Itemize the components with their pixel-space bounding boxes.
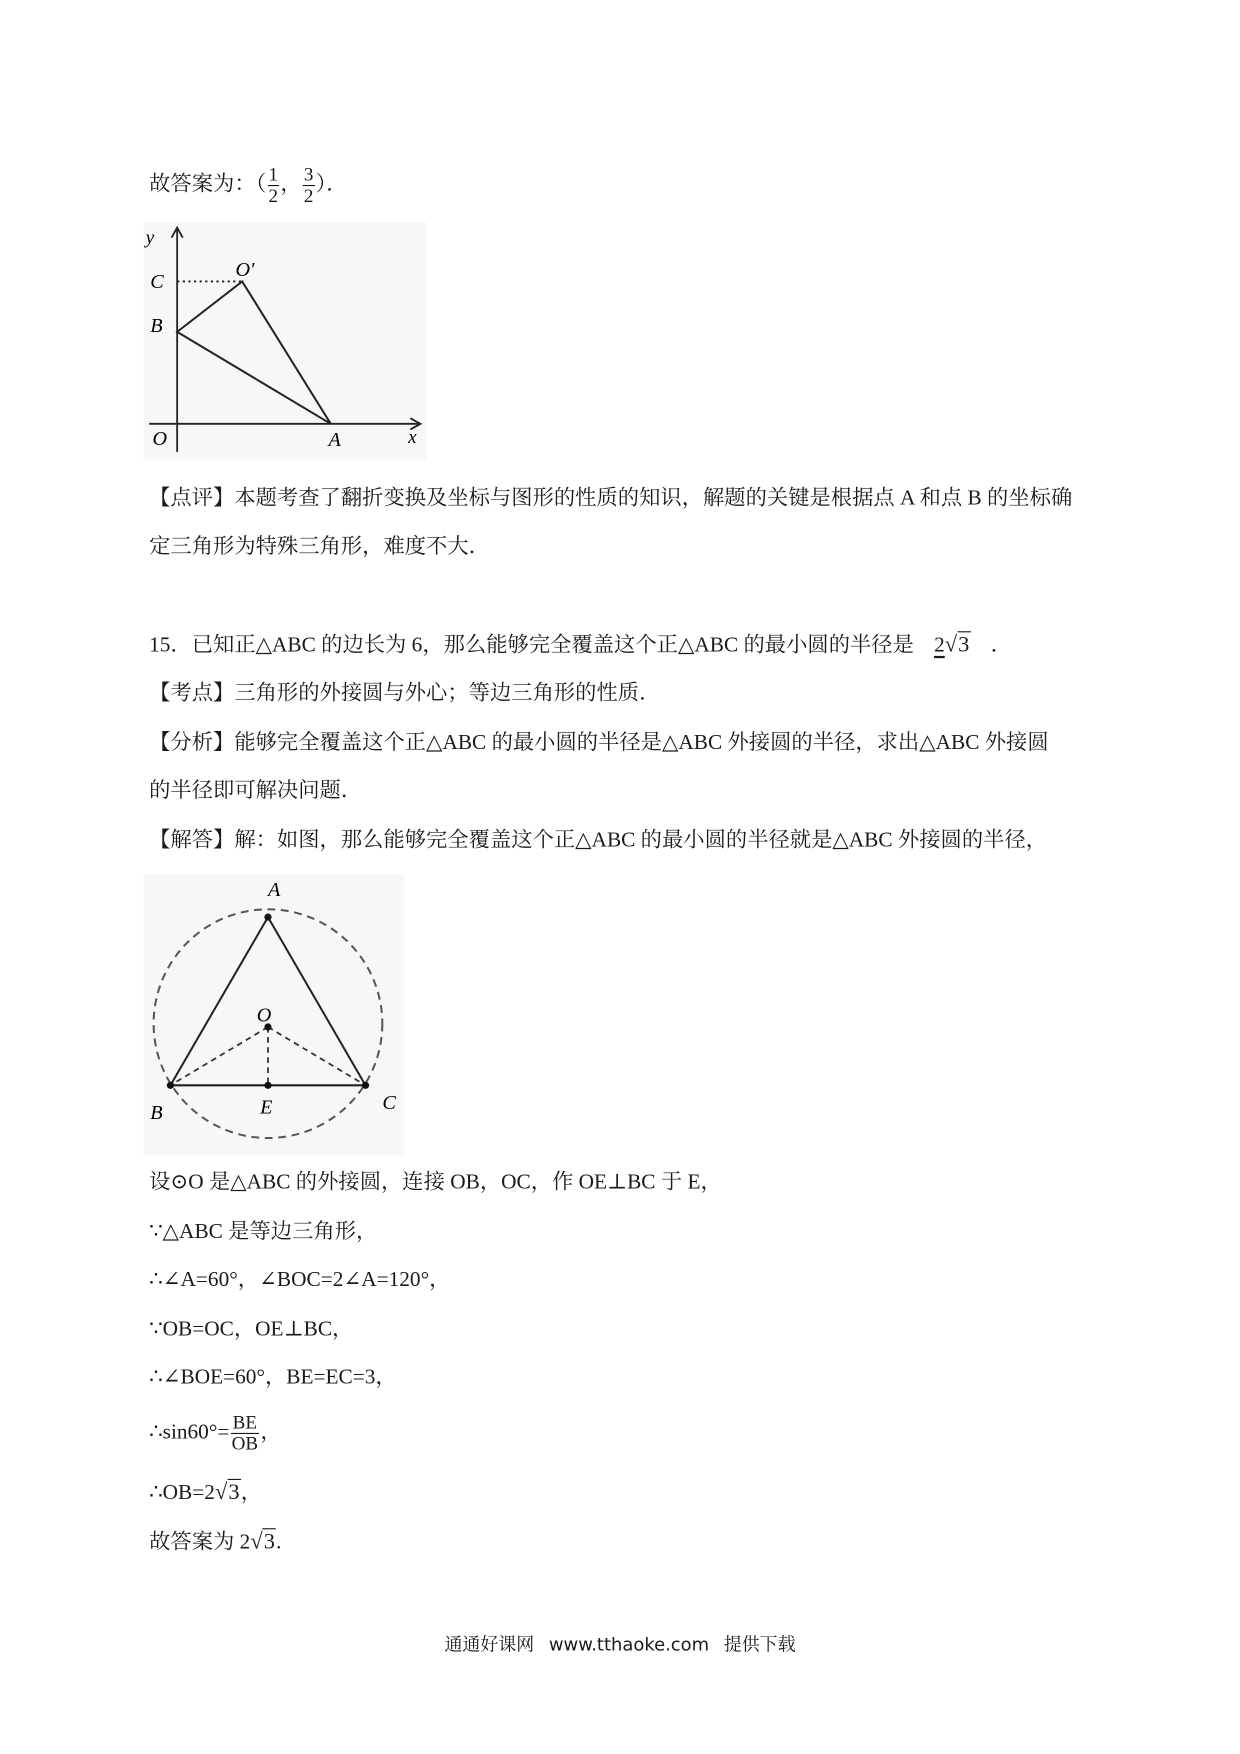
label-B: B: [150, 1101, 163, 1124]
solution-step-3: ∴∠A=60°，∠BOC=2∠A=120°，: [149, 1268, 451, 1292]
solution-step-8: 故答案为 2√3.: [149, 1527, 281, 1557]
label-C: C: [150, 271, 164, 294]
label-C: C: [382, 1091, 396, 1114]
fenxi-line-1: 【分析】能够完全覆盖这个正△ABC 的最小圆的半径是△ABC 外接圆的半径，求出△ABC 外接圆: [149, 731, 1049, 755]
question-15-stem: 15．已知正△ABC 的边长为 6，那么能够完全覆盖这个正△ABC 的最小圆的半径是 2√3 ．: [149, 630, 1012, 660]
label-O-prime: O′: [235, 258, 255, 281]
fenxi-line-2: 的半径即可解决问题．: [149, 779, 363, 803]
comment-line-1: 【点评】本题考查了翻折变换及坐标与图形的性质的知识，解题的关键是根据点 A 和点 B 的坐标确: [149, 486, 1073, 511]
point-E: [264, 1082, 271, 1089]
fraction-1-2: $\frac{1}{2}$: [268, 163, 279, 207]
label-O: O: [152, 428, 168, 451]
circumcircle-figure: [144, 875, 404, 1155]
label-A: A: [267, 878, 281, 901]
solution-step-2: ∵△ABC 是等边三角形，: [149, 1219, 378, 1244]
solution-step-6: ∴sin60°= $\frac{BE}{OB}$ ，: [149, 1411, 282, 1455]
footer-site-name: 通通好课网: [444, 1633, 535, 1655]
point-C: [362, 1082, 369, 1089]
footer-url[interactable]: www.tthaoke.com: [548, 1633, 710, 1655]
footer-action: 提供下载: [723, 1633, 796, 1655]
solution-step-1: 设⊙O 是△ABC 的外接圆，连接 OB，OC，作 OE⊥BC 于 E，: [149, 1170, 722, 1195]
sqrt-symbol: √3: [944, 632, 970, 658]
fraction-3-2: $\frac{3}{2}$: [303, 163, 314, 207]
label-x: x: [408, 426, 417, 448]
point-A: [264, 914, 271, 921]
label-E: E: [260, 1096, 273, 1119]
label-y: y: [145, 227, 155, 249]
label-A: A: [328, 429, 341, 452]
label-B: B: [150, 314, 163, 337]
answer-blank: 2√3: [914, 633, 991, 657]
coordinate-figure: [144, 222, 427, 460]
label-O: O: [256, 1004, 272, 1027]
answer-line-14: 故答案为：（ $\frac{1}{2}$ ， $\frac{3}{2}$ ）．: [149, 163, 348, 207]
fraction-be-ob: $\frac{BE}{OB}$: [231, 1411, 259, 1455]
sqrt-symbol: √3: [250, 1529, 275, 1554]
solution-step-7: ∴OB=2√3，: [149, 1478, 262, 1508]
sqrt-symbol: √3: [214, 1479, 240, 1505]
solution-step-5: ∴∠BOE=60°，BE=EC=3，: [149, 1365, 397, 1390]
page-footer: [0, 1630, 1240, 1656]
solution-step-4: ∵OB=OC，OE⊥BC，: [149, 1317, 354, 1341]
answer-prefix: 故答案为：（: [149, 172, 267, 197]
kaodian-line: 【考点】三角形的外接圆与外心；等边三角形的性质．: [149, 681, 661, 706]
point-B: [167, 1082, 174, 1089]
jieda-line: 【解答】解：如图，那么能够完全覆盖这个正△ABC 的最小圆的半径就是△ABC 外接圆的半径，: [149, 828, 1048, 853]
comment-line-2: 定三角形为特殊三角形，难度不大．: [149, 534, 490, 559]
